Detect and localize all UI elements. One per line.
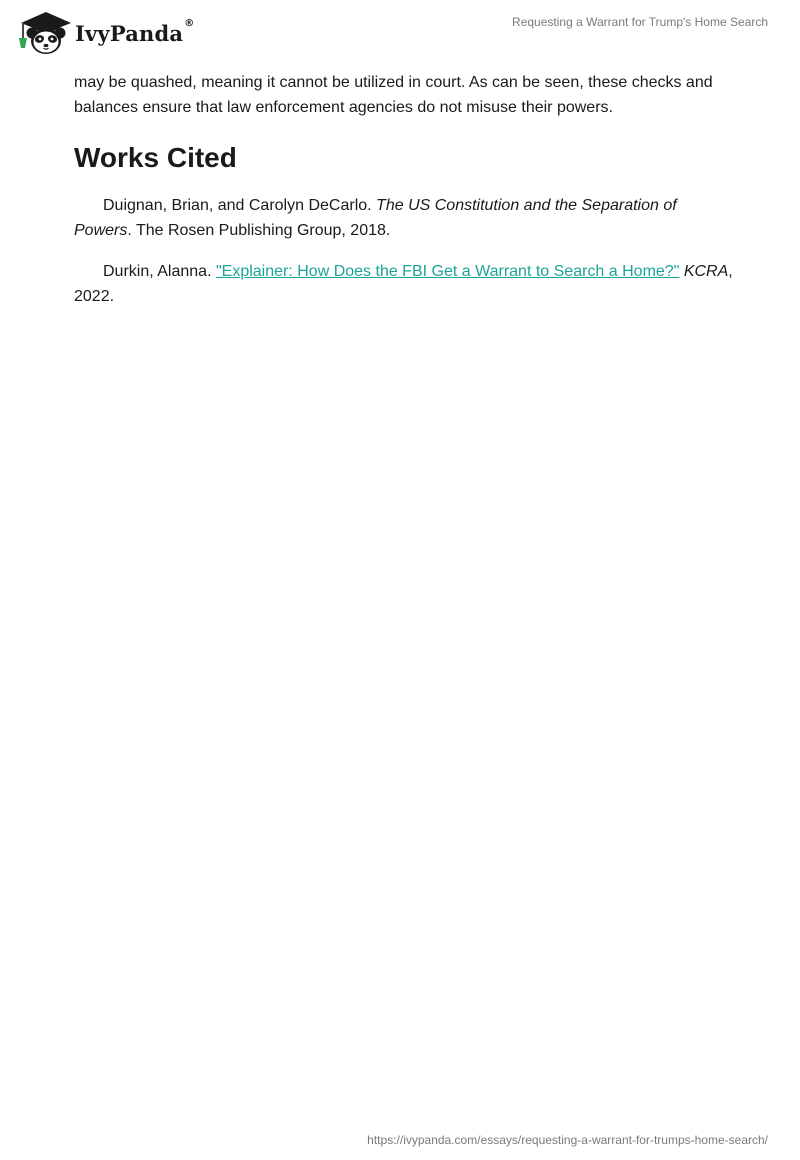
citation-title: The US Constitution and the Separation of Powers bbox=[74, 197, 677, 239]
citation-year: , 2022. bbox=[74, 263, 733, 305]
citation-publisher: . The Rosen Publishing Group, 2018. bbox=[127, 222, 391, 239]
citation-authors: Durkin, Alanna. bbox=[103, 263, 212, 280]
citation-link[interactable]: "Explainer: How Does the FBI Get a Warrant to Search a Home?" bbox=[215, 263, 680, 280]
document-title: Requesting a Warrant for Trump's Home Search bbox=[512, 15, 768, 29]
ivypanda-logo[interactable] bbox=[15, 8, 194, 56]
citation-entry bbox=[74, 193, 734, 243]
citation-authors: Duignan, Brian, and Carolyn DeCarlo. bbox=[103, 197, 372, 214]
logo-name: IvyPanda bbox=[75, 20, 184, 46]
registered-mark: ® bbox=[184, 17, 195, 29]
citation-entry bbox=[74, 259, 734, 309]
logo-wordmark bbox=[75, 17, 195, 46]
citation-source: KCRA bbox=[683, 263, 729, 280]
page-header bbox=[0, 0, 800, 60]
panda-graduate-icon bbox=[15, 8, 77, 56]
essay-content bbox=[74, 70, 734, 309]
body-paragraph: may be quashed, meaning it cannot be utilized in court. As can be seen, these checks and balances ensure that law enforcement agencies do not misuse their powers. bbox=[74, 74, 713, 116]
works-cited-heading: Works Cited bbox=[74, 142, 237, 173]
footer-url: https://ivypanda.com/essays/requesting-a-warrant-for-trumps-home-search/ bbox=[367, 1133, 768, 1147]
